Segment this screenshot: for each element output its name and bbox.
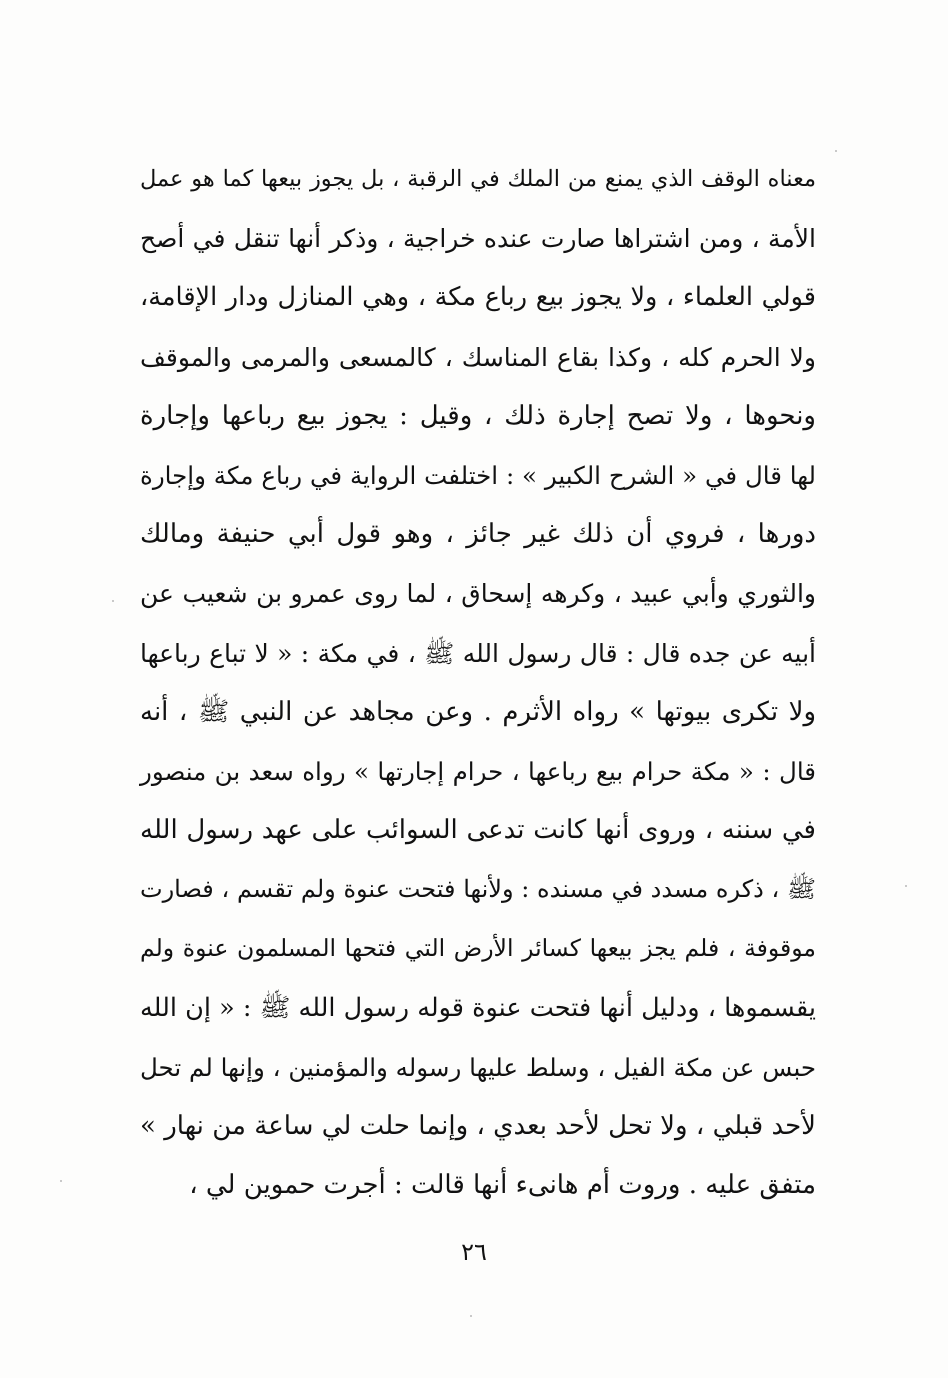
text-line: قولي العلماء ، ولا يجوز بيع رباع مكة ، وهي المنازل ودار الإقامة، [140,282,816,313]
text-line: ﷺ ، ذكره مسدد في مسنده : ولأنها فتحت عنوة ولم تقسم ، فصارت [140,875,816,904]
text-line: لها قال في « الشرح الكبير » : اختلفت الرواية في رباع مكة وإجارة [140,460,816,490]
text-line: لأحد قبلي ، ولا تحل لأحد بعدي ، وإنما حلت لي ساعة من نهار » [140,1111,816,1141]
scan-speck [60,1180,62,1182]
text-line: الأمة ، ومن اشتراها صارت عنده خراجية ، وذكر أنها تنقل في أصح [140,224,816,254]
text-line: قال : « مكة حرام بيع رباعها ، حرام إجارتها » رواه سعد بن منصور [140,756,816,786]
text-line: موقوفة ، فلم يجز بيعها كسائر الأرض التي فتحها المسلمون عنوة ولم [140,934,816,963]
text-line: دورها ، فروي أن ذلك غير جائز ، وهو قول أبي حنيفة ومالك [140,519,816,550]
text-line: والثوري وأبي عبيد ، وكرهه إسحاق ، لما روى عمرو بن شعيب عن [140,579,816,609]
text-line: ونحوها ، ولا تصح إجارة ذلك ، وقيل : يجوز بيع رباعها وإجارة [140,400,816,431]
scan-speck [835,150,837,152]
text-line: أبيه عن جده قال : قال رسول الله ﷺ ، في مكة : « لا تباع رباعها [140,638,816,668]
text-line: معناه الوقف الذي يمنع من الملك في الرقبة ، بل يجوز بيعها كما هو عمل [140,166,816,192]
text-line: ولا الحرم كله ، وكذا بقاع المناسك ، كالمسعى والمرمى والموقف [140,342,816,372]
scan-speck [112,600,114,602]
scan-speck [470,1315,472,1317]
text-line: يقسموها ، ودليل أنها فتحت عنوة قوله رسول الله ﷺ : « إن الله [140,992,816,1023]
text-line: حبس عن مكة الفيل ، وسلط عليها رسوله والمؤمنين ، وإنها لم تحل [140,1052,816,1082]
text-line: في سننه ، وروى أنها كانت تدعى السوائب على عهد رسول الله [140,815,816,846]
page-number: ٢٦ [461,1238,487,1266]
text-line: متفق عليه . وروت أم هانىء أنها قالت : أجرت حموين لي ، [189,1170,816,1201]
body-text [140,150,816,1215]
text-line: ولا تكرى بيوتها » رواه الأثرم . وعن مجاهد عن النبي ﷺ ، أنه [140,696,816,727]
scan-speck [905,885,907,887]
